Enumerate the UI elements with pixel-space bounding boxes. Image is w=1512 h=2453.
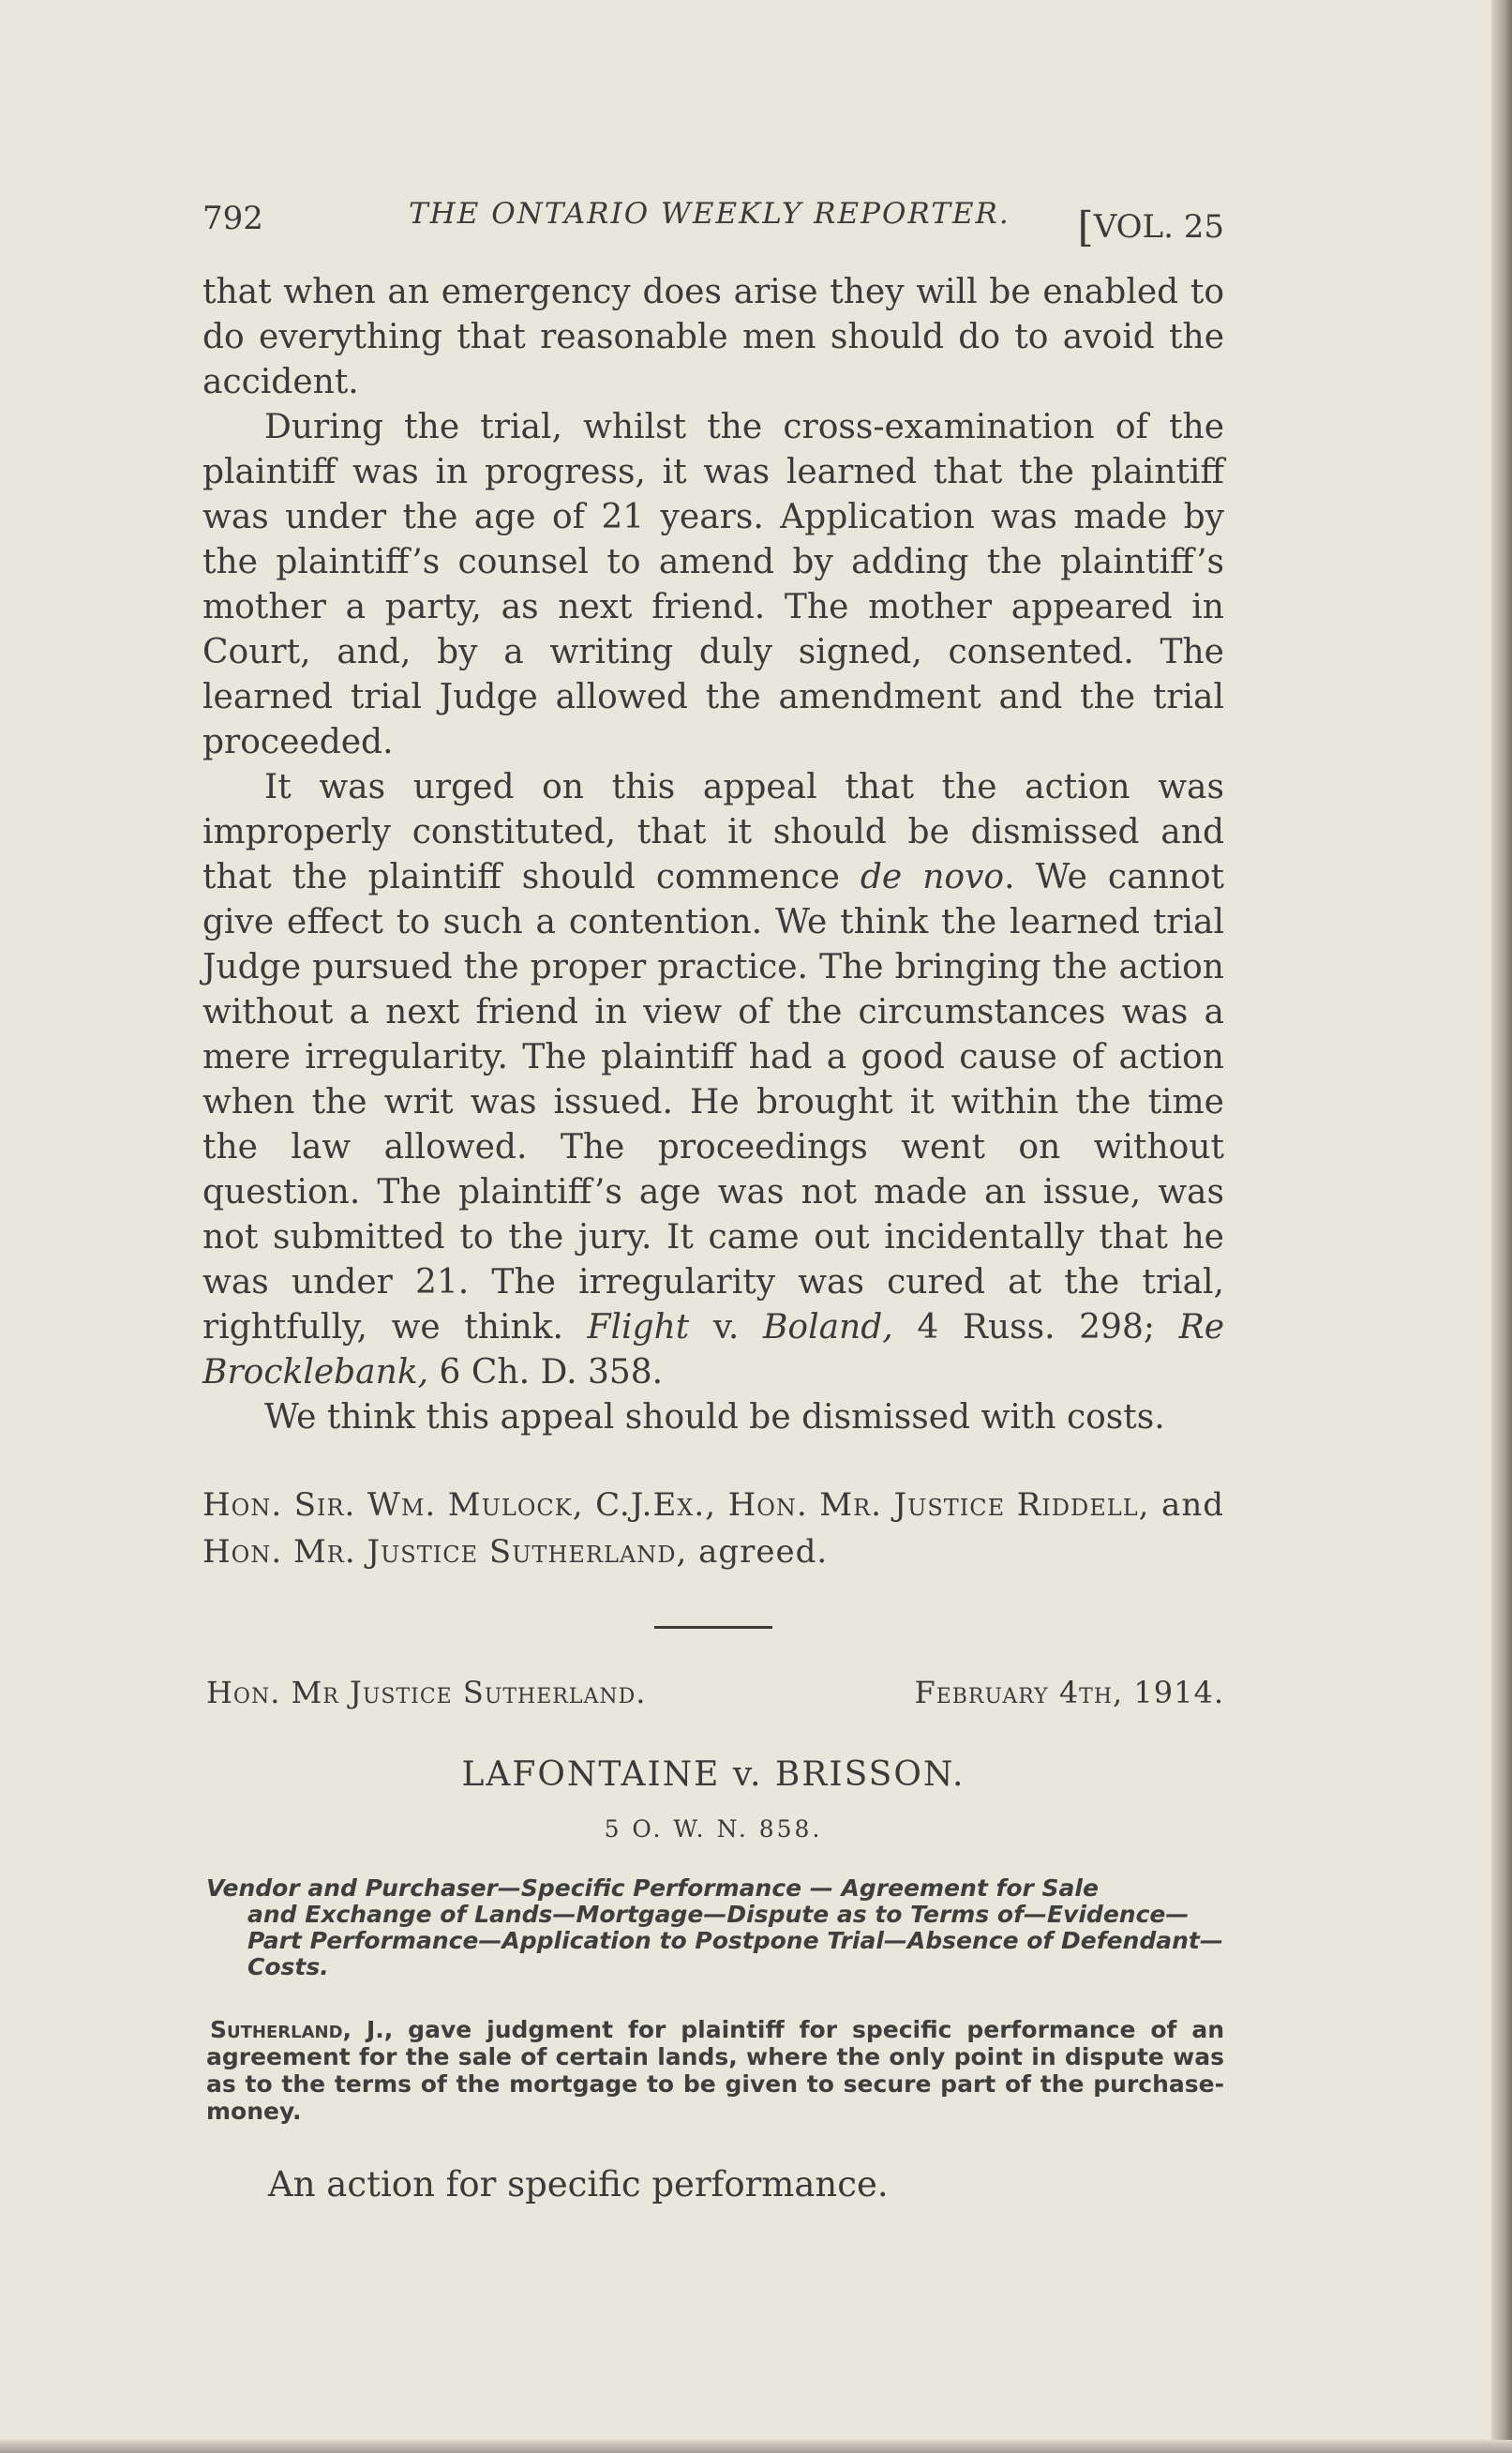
page-bottom-edge xyxy=(0,2440,1512,2453)
concurrence-paragraph xyxy=(202,1482,1224,1575)
case-title: LAFONTAINE v. BRISSON. xyxy=(461,1755,966,1794)
running-header xyxy=(202,192,1224,251)
closing-sentence: An action for specific performance. xyxy=(268,2164,889,2205)
headnote-first-line: Vendor and Purchaser—Specific Performance — Agreement for Sale xyxy=(206,1874,1099,1902)
summary-text: gave judgment for plaintiff for specific performance of an agreement for the sale of certain lands, where the only point in dispute was as to the terms of the mortgage to be given to secure part of the purchase-money. xyxy=(206,2016,1224,2125)
case-citation: 5 O. W. N. 858. xyxy=(604,1815,823,1843)
headnote xyxy=(206,1875,1224,1980)
section-divider xyxy=(654,1626,772,1629)
case-date: February 4th, 1914. xyxy=(914,1675,1224,1710)
summary-paragraph xyxy=(206,2016,1224,2125)
italic-run: Flight xyxy=(587,1308,690,1347)
concurrence-and: and xyxy=(1149,1486,1224,1524)
journal-title: THE ONTARIO WEEKLY REPORTER. xyxy=(409,197,1010,231)
body-paragraph xyxy=(202,405,1224,765)
concurring-judges-2: Hon. Mr. Justice Sutherland, xyxy=(202,1533,688,1571)
italic-run: Boland, xyxy=(762,1308,893,1347)
volume-bracket: [ xyxy=(1077,203,1094,251)
volume-label xyxy=(1078,203,1224,251)
judgment-body xyxy=(202,270,1224,1440)
summary-lead: Sutherland, J., xyxy=(210,2016,394,2043)
concurrence-agreed: agreed. xyxy=(687,1533,829,1571)
text-run: . We cannot give effect to such a contention. We think the learned trial Judge pursued the proper practice. The bringing the action without a next friend in view of the circumstances was a mere irregularity. The plaintiff had a good cause of action when the writ was issued. He brought it within the time the law allowed. The proceedings went on without question. The plaintiff’s age was not made an issue, was not submitted to the jury. It came out incidentally that he was under 21. The irregularity was cured at the trial, rightfully, we think. xyxy=(202,858,1224,1347)
body-paragraph xyxy=(202,1395,1224,1440)
page-number: 792 xyxy=(202,200,263,237)
volume-number: VOL. 25 xyxy=(1093,208,1224,246)
body-paragraph xyxy=(202,270,1224,405)
text-run: 6 Ch. D. 358. xyxy=(428,1353,664,1392)
concurring-judges-1: Hon. Sir. Wm. Mulock, C.J.Ex., Hon. Mr. Justice Riddell, xyxy=(202,1486,1150,1524)
text-run: We think this appeal should be dismissed with costs. xyxy=(264,1398,1165,1437)
text-run: It was urged on this appeal that the action was improperly constituted, that it should be dismissed and that the plaintiff should commence xyxy=(202,768,1224,896)
case-summary xyxy=(206,2016,1224,2125)
case-judge: Hon. Mr Justice Sutherland. xyxy=(206,1675,647,1710)
page-edge xyxy=(1491,0,1512,2453)
text-run: that when an emergency does arise they will be enabled to do everything that reasonable men should do to avoid the accident. xyxy=(202,273,1224,401)
italic-run: de novo xyxy=(860,858,1005,896)
headnote-rest: and Exchange of Lands—Mortgage—Dispute as to Terms of—Evidence—Part Performance—Application to Postpone Trial—Absence of Defendant—Costs. xyxy=(247,1901,1223,1980)
case-judge-date-line xyxy=(206,1675,1224,1722)
italic-run: Re Brocklebank, xyxy=(202,1308,1225,1392)
text-run: v. xyxy=(689,1308,763,1347)
text-run: 4 Russ. 298; xyxy=(892,1308,1179,1347)
text-run: During the trial, whilst the cross-examination of the plaintiff was in progress, it was learned that the plaintiff was under the age of 21 years. Application was made by the plaintiff’s counsel to amend by adding the plaintiff’s mother a party, as next friend. The mother appeared in Court, and, by a writing duly signed, consented. The learned trial Judge allowed the amendment and the trial proceeded. xyxy=(202,408,1224,761)
body-paragraph xyxy=(202,765,1224,1395)
